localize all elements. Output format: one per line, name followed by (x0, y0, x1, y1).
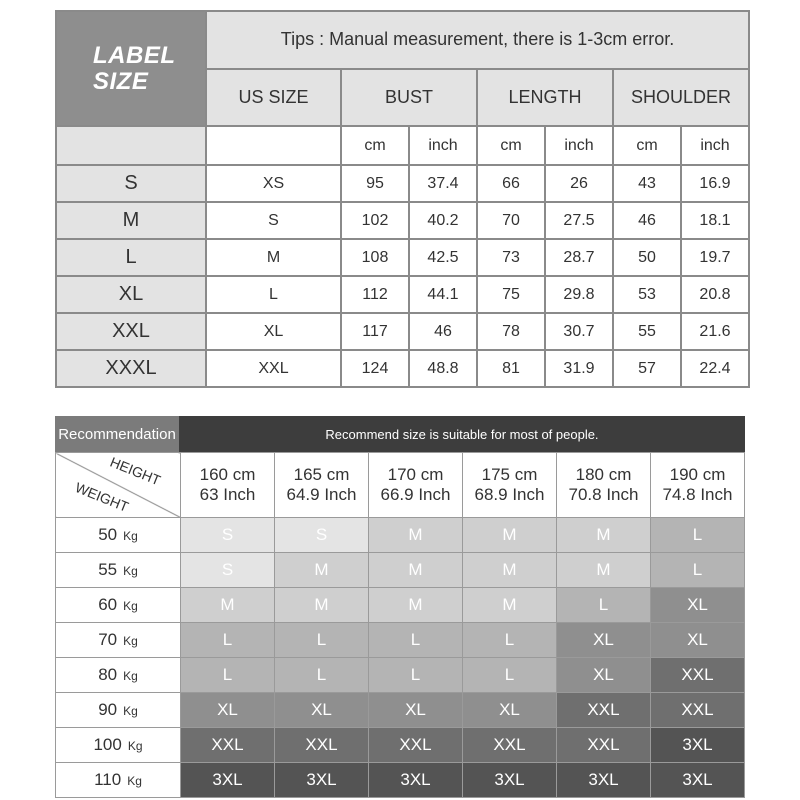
size-label-cell: XXXL (56, 350, 206, 387)
weight-row (56, 658, 745, 693)
recommended-size-cell: L (181, 623, 275, 658)
recommended-size-cell: L (369, 658, 463, 693)
height-header (181, 453, 275, 518)
weight-value: 100 (93, 735, 122, 754)
recommended-size-cell: S (181, 553, 275, 588)
us-size-cell: XS (206, 165, 341, 202)
weight-row (56, 623, 745, 658)
recommended-size-cell: XXL (275, 728, 369, 763)
recommended-size-cell: XL (369, 693, 463, 728)
measure-cell: 95 (341, 165, 409, 202)
measure-cell: 18.1 (681, 202, 749, 239)
measure-cell: 53 (613, 276, 681, 313)
measure-cell: 21.6 (681, 313, 749, 350)
measure-cell: 57 (613, 350, 681, 387)
height-cm: 165 cm (293, 465, 350, 484)
weight-value: 110 (94, 770, 122, 789)
measure-cell: 31.9 (545, 350, 613, 387)
corner-weight-label: WEIGHT (73, 479, 131, 515)
measure-cell: 73 (477, 239, 545, 276)
unit-cell: inch (545, 126, 613, 165)
recommended-size-cell: XXL (651, 693, 745, 728)
recommended-size-cell: L (463, 658, 557, 693)
height-cm: 190 cm (669, 465, 726, 484)
weight-value: 90 (98, 700, 118, 719)
weight-unit: Kg (123, 704, 138, 718)
recommended-size-cell: M (369, 518, 463, 553)
tips-text: Tips : Manual measurement, there is 1-3cm error. (206, 11, 749, 69)
recommended-size-cell: S (181, 518, 275, 553)
measure-cell: 46 (613, 202, 681, 239)
height-inch: 66.9 Inch (380, 485, 451, 504)
height-cm: 170 cm (387, 465, 444, 484)
recommended-size-cell: L (181, 658, 275, 693)
height-inch: 74.8 Inch (662, 485, 733, 504)
height-cm: 180 cm (575, 465, 632, 484)
us-size-cell: L (206, 276, 341, 313)
height-cm: 160 cm (199, 465, 256, 484)
label-line-1: LABEL (93, 41, 176, 69)
height-header (651, 453, 745, 518)
height-inch: 64.9 Inch (286, 485, 357, 504)
measure-cell: 22.4 (681, 350, 749, 387)
height-weight-corner (56, 453, 181, 518)
measure-cell: 29.8 (545, 276, 613, 313)
weight-value: 80 (98, 665, 118, 684)
weight-unit: Kg (123, 634, 138, 648)
measure-cell: 43 (613, 165, 681, 202)
weight-row (56, 518, 745, 553)
size-row (56, 276, 749, 313)
recommended-size-cell: L (369, 623, 463, 658)
size-row (56, 239, 749, 276)
recommended-size-cell: M (463, 518, 557, 553)
recommended-size-cell: XXL (557, 693, 651, 728)
weight-label (56, 693, 181, 728)
height-inch: 63 Inch (199, 485, 256, 504)
measure-cell: 70 (477, 202, 545, 239)
recommended-size-cell: M (369, 588, 463, 623)
unit-cell: inch (409, 126, 477, 165)
measure-cell: 26 (545, 165, 613, 202)
weight-row (56, 763, 745, 798)
size-label-cell: M (56, 202, 206, 239)
recommended-size-cell: M (557, 553, 651, 588)
size-chart-table (55, 10, 750, 388)
recommended-size-cell: 3XL (463, 763, 557, 798)
us-size-cell: XXL (206, 350, 341, 387)
size-row (56, 202, 749, 239)
height-inch: 68.9 Inch (474, 485, 545, 504)
measure-cell: 37.4 (409, 165, 477, 202)
header-shoulder: SHOULDER (613, 69, 749, 127)
measure-cell: 19.7 (681, 239, 749, 276)
recommended-size-cell: XXL (181, 728, 275, 763)
recommended-size-cell: M (557, 518, 651, 553)
height-header (463, 453, 557, 518)
unit-blank-us (206, 126, 341, 165)
weight-unit: Kg (123, 529, 138, 543)
weight-value: 55 (98, 560, 118, 579)
unit-blank-label (56, 126, 206, 165)
recommendation-section (55, 416, 745, 798)
measure-cell: 27.5 (545, 202, 613, 239)
recommended-size-cell: M (181, 588, 275, 623)
recommended-size-cell: 3XL (181, 763, 275, 798)
corner-height-label: HEIGHT (108, 453, 164, 489)
weight-label (56, 588, 181, 623)
measure-cell: 102 (341, 202, 409, 239)
height-header (369, 453, 463, 518)
measure-cell: 44.1 (409, 276, 477, 313)
weight-label (56, 763, 181, 798)
measure-cell: 20.8 (681, 276, 749, 313)
unit-cell: cm (613, 126, 681, 165)
measure-cell: 30.7 (545, 313, 613, 350)
recommended-size-cell: XXL (463, 728, 557, 763)
weight-row (56, 693, 745, 728)
weight-row (56, 588, 745, 623)
unit-cell: cm (341, 126, 409, 165)
measure-cell: 16.9 (681, 165, 749, 202)
weight-row (56, 553, 745, 588)
recommended-size-cell: M (369, 553, 463, 588)
height-header (557, 453, 651, 518)
size-label-cell: XL (56, 276, 206, 313)
height-cm: 175 cm (481, 465, 538, 484)
weight-unit: Kg (123, 669, 138, 683)
recommendation-table (55, 452, 745, 798)
us-size-cell: M (206, 239, 341, 276)
recommended-size-cell: L (557, 588, 651, 623)
measure-cell: 42.5 (409, 239, 477, 276)
header-bust: BUST (341, 69, 477, 127)
weight-unit: Kg (127, 774, 142, 788)
recommendation-title: Recommendation (55, 416, 179, 452)
measure-cell: 28.7 (545, 239, 613, 276)
measure-cell: 108 (341, 239, 409, 276)
recommended-size-cell: 3XL (369, 763, 463, 798)
recommended-size-cell: L (651, 518, 745, 553)
recommended-size-cell: M (275, 588, 369, 623)
recommended-size-cell: XXL (557, 728, 651, 763)
recommended-size-cell: M (463, 588, 557, 623)
recommended-size-cell: XL (557, 658, 651, 693)
recommended-size-cell: XXL (369, 728, 463, 763)
weight-label (56, 553, 181, 588)
recommended-size-cell: XL (651, 588, 745, 623)
size-label-cell: L (56, 239, 206, 276)
header-us-size: US SIZE (206, 69, 341, 127)
weight-value: 60 (98, 595, 118, 614)
height-inch: 70.8 Inch (568, 485, 639, 504)
weight-value: 50 (98, 525, 118, 544)
measure-cell: 40.2 (409, 202, 477, 239)
recommended-size-cell: L (275, 623, 369, 658)
recommendation-note: Recommend size is suitable for most of people. (179, 416, 745, 452)
recommended-size-cell: XL (651, 623, 745, 658)
measure-cell: 48.8 (409, 350, 477, 387)
recommended-size-cell: 3XL (275, 763, 369, 798)
size-label-cell: XXL (56, 313, 206, 350)
recommended-size-cell: 3XL (651, 763, 745, 798)
weight-label (56, 623, 181, 658)
weight-unit: Kg (123, 564, 138, 578)
weight-unit: Kg (123, 599, 138, 613)
measure-cell: 66 (477, 165, 545, 202)
measure-cell: 124 (341, 350, 409, 387)
measure-cell: 75 (477, 276, 545, 313)
measure-cell: 112 (341, 276, 409, 313)
header-length: LENGTH (477, 69, 613, 127)
measure-cell: 81 (477, 350, 545, 387)
weight-label (56, 658, 181, 693)
recommended-size-cell: L (651, 553, 745, 588)
label-line-2: SIZE (93, 67, 149, 95)
recommended-size-cell: S (275, 518, 369, 553)
label-size-cell (56, 11, 206, 126)
recommended-size-cell: 3XL (557, 763, 651, 798)
weight-value: 70 (98, 630, 118, 649)
recommended-size-cell: XL (463, 693, 557, 728)
recommended-size-cell: XL (557, 623, 651, 658)
us-size-cell: XL (206, 313, 341, 350)
us-size-cell: S (206, 202, 341, 239)
recommended-size-cell: M (275, 553, 369, 588)
unit-cell: cm (477, 126, 545, 165)
size-row (56, 165, 749, 202)
size-row (56, 350, 749, 387)
weight-unit: Kg (127, 739, 143, 753)
size-row (56, 313, 749, 350)
unit-cell: inch (681, 126, 749, 165)
measure-cell: 78 (477, 313, 545, 350)
recommended-size-cell: XL (275, 693, 369, 728)
measure-cell: 50 (613, 239, 681, 276)
recommendation-header (55, 416, 745, 452)
measure-cell: 117 (341, 313, 409, 350)
weight-row (56, 728, 745, 763)
recommended-size-cell: XL (181, 693, 275, 728)
weight-label (56, 518, 181, 553)
size-label-cell: S (56, 165, 206, 202)
recommended-size-cell: M (463, 553, 557, 588)
recommended-size-cell: L (275, 658, 369, 693)
recommended-size-cell: 3XL (651, 728, 745, 763)
measure-cell: 46 (409, 313, 477, 350)
recommended-size-cell: L (463, 623, 557, 658)
recommended-size-cell: XXL (651, 658, 745, 693)
weight-label (56, 728, 181, 763)
height-header (275, 453, 369, 518)
unit-row (56, 126, 749, 165)
measure-cell: 55 (613, 313, 681, 350)
